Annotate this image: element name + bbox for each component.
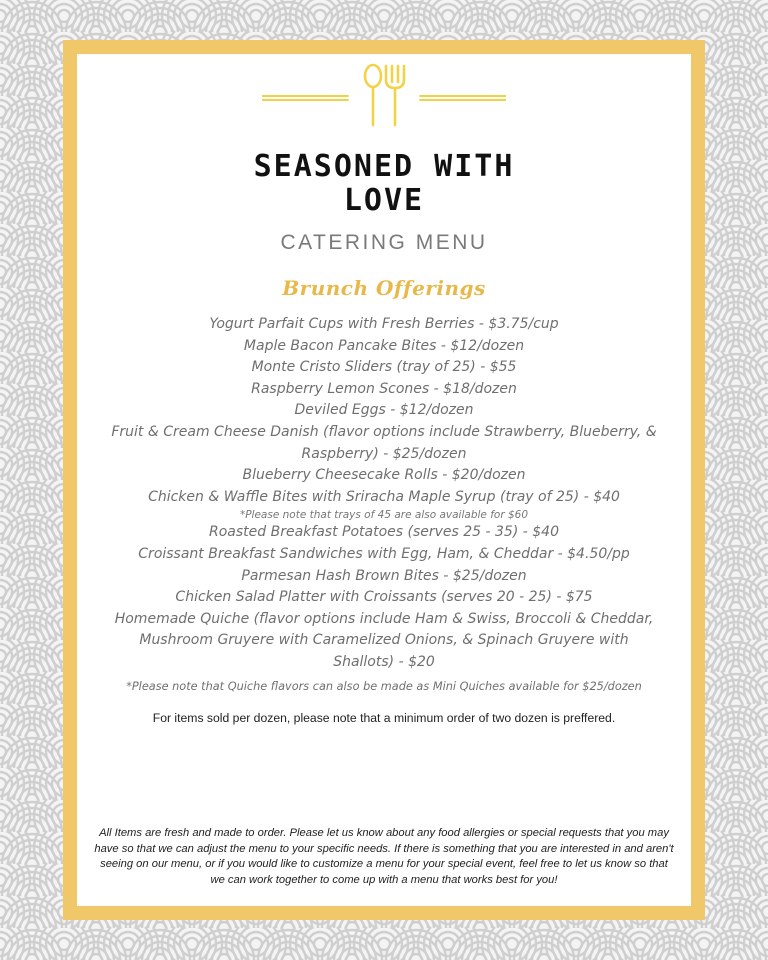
menu-item: Homemade Quiche (flavor options include Ham & Swiss, Broccoli & Cheddar, Mushroom Gruyere with Caramelized Onions, & Spinach Gruyere with Shallots) - $20 xyxy=(114,610,654,670)
minimum-order-note: For items sold per dozen, please note that a minimum order of two dozen is preffered. xyxy=(152,711,616,725)
menu-item: Chicken Salad Platter with Croissants (serves 20 - 25) - $75 xyxy=(175,589,593,606)
menu-item: Roasted Breakfast Potatoes (serves 25 - 35) - $40 xyxy=(209,524,559,541)
menu-item: Blueberry Cheesecake Rolls - $20/dozen xyxy=(242,467,526,484)
menu-item: Parmesan Hash Brown Bites - $25/dozen xyxy=(241,567,527,584)
footer-disclaimer: All Items are fresh and made to order. Please let us know about any food allergies or special requests that you may have so that we can adjust the menu to your specific needs. If there is something that you are interested in and aren't seeing on our menu, or if you would like to customize a menu for your special event, feel free to let us know so that we can work together to come up with a menu that works best for you! xyxy=(94,827,674,886)
business-title xyxy=(0,150,768,218)
menu-item-note: *Please note that trays of 45 are also available for $60 xyxy=(239,509,529,522)
menu-item: Deviled Eggs - $12/dozen xyxy=(294,402,474,419)
menu-item: Yogurt Parfait Cups with Fresh Berries - $3.75/cup xyxy=(209,316,559,332)
menu-item: Chicken & Waffle Bites with Sriracha Maple Syrup (tray of 25) - $40 xyxy=(148,488,620,505)
menu-item: Monte Cristo Sliders (tray of 25) - $55 xyxy=(251,359,517,376)
quiche-note: *Please note that Quiche flavors can also be made as Mini Quiches available for $25/dozen xyxy=(126,680,642,693)
spoon-and-fork-icon xyxy=(262,62,506,128)
catering-menu-subtitle: CATERING MENU xyxy=(280,231,488,254)
title-line-1: SEASONED WITH xyxy=(253,149,515,184)
menu-item: Maple Bacon Pancake Bites - $12/dozen xyxy=(243,337,525,354)
section-title: Brunch Offerings xyxy=(282,276,486,300)
menu-item: Croissant Breakfast Sandwiches with Egg, Ham, & Cheddar - $4.50/pp xyxy=(138,545,630,562)
menu-item: Raspberry Lemon Scones - $18/dozen xyxy=(251,380,517,397)
menu-items-list xyxy=(110,314,658,674)
title-line-2: LOVE xyxy=(343,183,425,218)
menu-item: Fruit & Cream Cheese Danish (flavor options include Strawberry, Blueberry, & Raspberry) - $25/dozen xyxy=(111,423,657,462)
